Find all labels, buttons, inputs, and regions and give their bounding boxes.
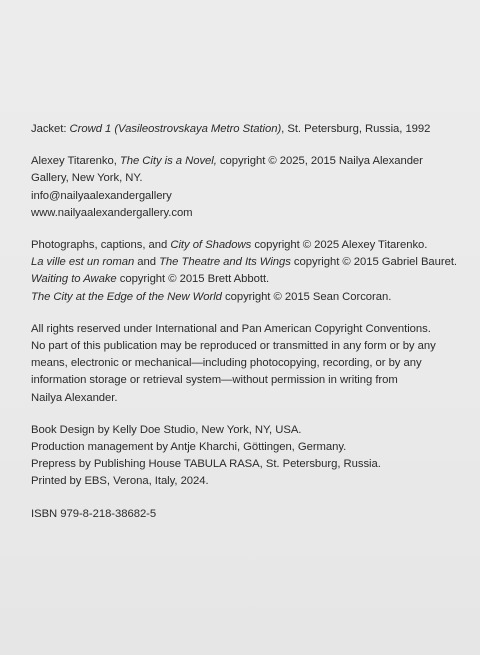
publisher-line-1 <box>31 153 471 170</box>
isbn-block <box>31 506 471 523</box>
production-line: Production management by Antje Kharchi, Göttingen, Germany. <box>31 441 347 454</box>
rights-line: No part of this publication may be reproduced or transmitted in any form or by any <box>31 340 436 353</box>
credits-line-2 <box>31 254 471 271</box>
essay-title: Waiting to Awake <box>31 273 117 286</box>
rights-line: Nailya Alexander. <box>31 391 118 404</box>
essay-title: La ville est un roman <box>31 256 135 269</box>
credits-block <box>31 237 471 306</box>
jacket-label: Jacket: <box>31 123 70 135</box>
author-name: Alexey Titarenko, <box>31 155 120 168</box>
colophon-text <box>31 121 471 538</box>
jacket-credit <box>31 121 471 138</box>
credits-line-4 <box>31 289 471 306</box>
publisher-block <box>31 153 471 222</box>
credits-copyright: copyright © 2015 Brett Abbott. <box>116 273 270 286</box>
production-line: Printed by EBS, Verona, Italy, 2024. <box>31 475 209 488</box>
jacket-line <box>31 121 471 138</box>
publisher-website: www.nailyaalexandergallery.com <box>31 206 193 219</box>
publisher-email: info@nailyaalexandergallery <box>31 189 172 202</box>
production-line: Book Design by Kelly Doe Studio, New York, NY, USA. <box>31 423 302 436</box>
credits-line-3 <box>31 271 471 288</box>
rights-line: means, electronic or mechanical—including photocopying, recording, or by any <box>31 357 422 370</box>
jacket-title: Crowd 1 (Vasileostrovskaya Metro Station) <box>69 123 282 135</box>
credits-copyright: copyright © 2025 Alexey Titarenko. <box>251 239 428 252</box>
essay-title: City of Shadows <box>170 239 252 252</box>
credits-line-1 <box>31 237 471 254</box>
isbn: ISBN 979-8-218-38682-5 <box>31 507 157 520</box>
rights-block <box>31 321 471 407</box>
credits-copyright: copyright © 2015 Sean Corcoran. <box>221 290 392 303</box>
publisher-line-2: Gallery, New York, NY. <box>31 172 143 185</box>
essay-title: The Theatre and Its Wings <box>159 256 291 269</box>
credits-prefix: Photographs, captions, and <box>31 239 171 252</box>
jacket-location: , St. Petersburg, Russia, 1992 <box>281 123 431 135</box>
conjunction: and <box>134 256 160 269</box>
production-line: Prepress by Publishing House TABULA RASA, St. Petersburg, Russia. <box>31 458 381 471</box>
credits-copyright: copyright © 2015 Gabriel Bauret. <box>290 256 458 269</box>
rights-line: information storage or retrieval system—without permission in writing from <box>31 374 398 387</box>
rights-line: All rights reserved under International and Pan American Copyright Conventions. <box>31 322 431 335</box>
copyright-statement: copyright © 2025, 2015 Nailya Alexander <box>216 155 423 168</box>
essay-title: The City at the Edge of the New World <box>31 290 222 303</box>
book-title: The City is a Novel, <box>119 155 217 168</box>
production-block <box>31 422 471 491</box>
